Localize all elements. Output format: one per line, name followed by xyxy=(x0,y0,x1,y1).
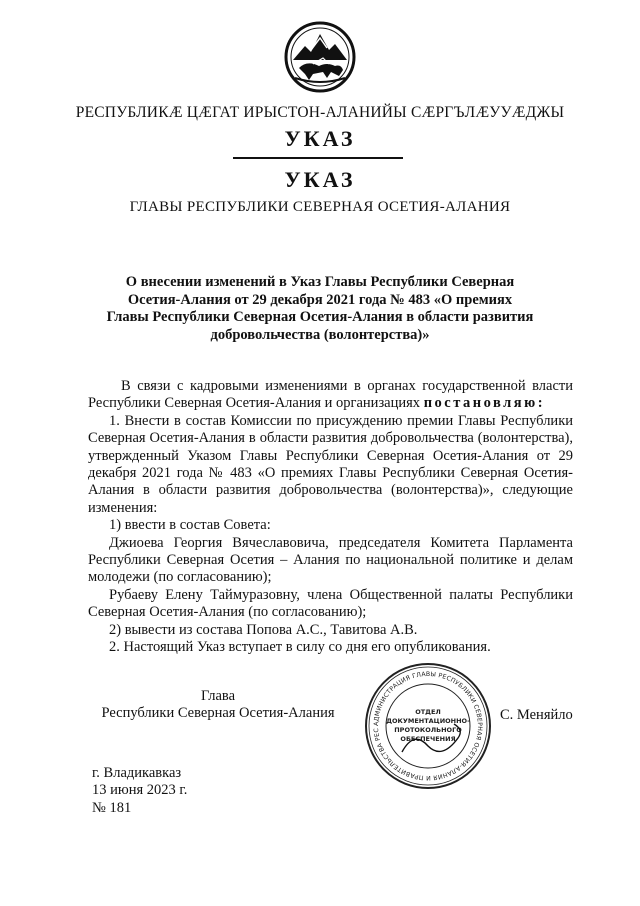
person-1-paragraph: Джиоева Георгия Вячеславовича, председателя Комитета Парламента Республики Северная Осетия – Алания по национальной политике и делам молодежи (по согласованию); xyxy=(88,534,573,586)
coat-of-arms-emblem xyxy=(283,20,357,94)
item-2-paragraph: 2. Настоящий Указ вступает в силу со дня его опубликования. xyxy=(109,639,491,656)
signatory-name: С. Меняйло xyxy=(500,707,573,723)
signatory-title xyxy=(88,688,348,723)
intro-text: В связи с кадровыми изменениями в органах государственной власти Республики Северная Осетия-Алания и организациях xyxy=(88,378,573,412)
official-stamp xyxy=(362,660,494,792)
header-divider xyxy=(233,157,403,159)
subitem-1: 1) ввести в состав Совета: xyxy=(109,517,271,534)
stamp-center-line: ОТДЕЛ xyxy=(415,708,441,716)
ukaz-heading-ossetian: УКАЗ xyxy=(284,126,356,151)
ukaz-heading-russian: УКАЗ xyxy=(284,167,356,192)
subitem-2: 2) вывести из состава Попова А.С., Тавитова А.В. xyxy=(109,621,418,638)
issuer-heading: ГЛАВЫ РЕСПУБЛИКИ СЕВЕРНАЯ ОСЕТИЯ-АЛАНИЯ xyxy=(129,199,511,215)
decree-title-line: Главы Республики Северная Осетия-Алания в области развития xyxy=(106,309,534,325)
intro-paragraph xyxy=(88,378,573,413)
decree-title-line: добровольчества (волонтерства)» xyxy=(210,326,430,343)
decree-title xyxy=(90,274,550,344)
signatory-title-line: Республики Северная Осетия-Алания xyxy=(101,705,335,722)
postanovlyayu-keyword: постановляю: xyxy=(423,395,546,412)
decree-body xyxy=(88,378,573,657)
stamp-center-line: ПРОТОКОЛЬНОГО xyxy=(394,726,462,734)
stamp-ring-text: АДМИНИСТРАЦИЯ ГЛАВЫ РЕСПУБЛИКИ СЕВЕРНАЯ ОСЕТИЯ-АЛАНИЯ И ПРАВИТЕЛЬСТВА РЕС xyxy=(372,670,484,782)
person-2-paragraph: Рубаеву Елену Таймуразовну, члена Общественной палаты Республики Северная Осетия-Алания (по согласованию); xyxy=(88,586,573,621)
republic-header-ossetian: РЕСПУБЛИКÆ ЦÆГАТ ИРЫСТОН-АЛАНИЙЫ СÆРГЪЛÆУУÆДЖЫ xyxy=(75,104,565,121)
signatory-title-line: Глава xyxy=(200,688,236,704)
city: г. Владикавказ xyxy=(92,765,182,781)
decree-title-line: О внесении изменений в Указ Главы Республики Северная xyxy=(125,274,515,290)
decree-title-line: Осетия-Алания от 29 декабря 2021 года № 483 «О премиях xyxy=(127,291,513,308)
stamp-center-line: ОБЕСПЕЧЕНИЯ xyxy=(400,735,456,743)
stamp-center-line: ДОКУМЕНТАЦИОННО- xyxy=(386,717,470,725)
decree-number: № 181 xyxy=(92,799,132,816)
item-1-paragraph: 1. Внести в состав Комиссии по присуждению премии Главы Республики Северная Осетия-Алания в области развития добровольчества (волонтерства), утвержденный Указом Главы Республики Северная Осетия-Алания от 29 декабря 2021 года № 483 «О премиях Главы Республики Северная Осетия-Алания в области развития добровольчества (волонтерства)», следующие изменения: xyxy=(88,412,573,516)
decree-date: 13 июня 2023 г. xyxy=(92,782,188,799)
place-date-number xyxy=(92,765,187,817)
